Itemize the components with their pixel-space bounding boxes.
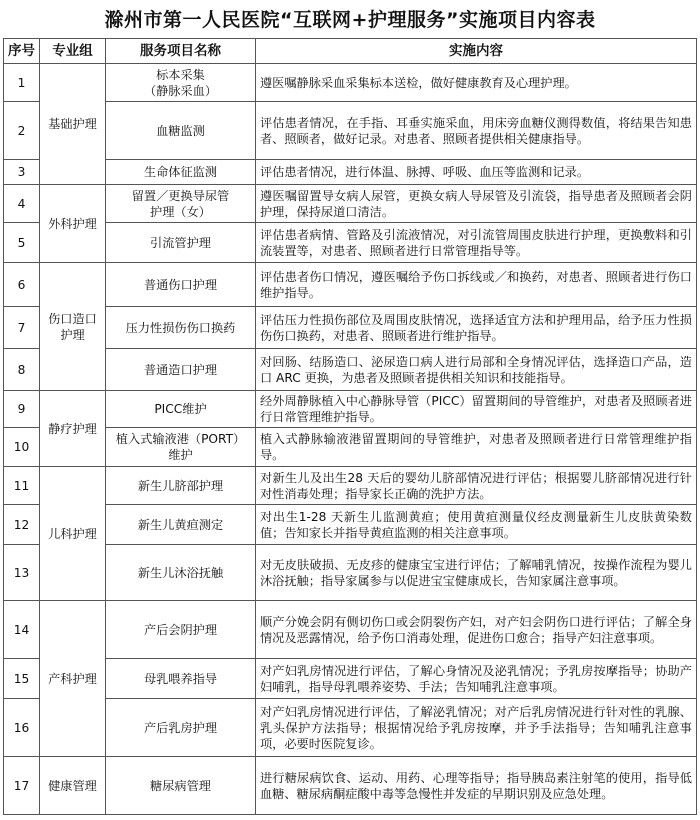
- group-cell-basic: 基础护理: [40, 64, 106, 185]
- service-content: 对出生1-28 天新生儿监测黄疸；使用黄疸测量仪经皮测量新生儿皮肤黄染数值；告知家长并指导黄疸监测的相关注意事项。: [256, 505, 697, 545]
- service-name: 新生儿沐浴抚触: [106, 545, 256, 601]
- header-no: 序号: [4, 39, 40, 64]
- table-row: [4, 699, 697, 757]
- service-content: 对无皮肤破损、无皮疹的健康宝宝进行评估；了解哺乳情况，按操作流程为婴儿沐浴抚触；指导家属参与以促进宝宝健康成长，告知家属注意事项。: [256, 545, 697, 601]
- service-name: PICC维护: [106, 391, 256, 428]
- row-no: 4: [4, 185, 40, 223]
- group-cell-wound: 伤口造口护理: [40, 263, 106, 391]
- service-name: 产后乳房护理: [106, 699, 256, 757]
- row-no: 3: [4, 160, 40, 185]
- service-name: 产后会阴护理: [106, 601, 256, 659]
- service-name: 植入式输液港（PORT） 维护: [106, 428, 256, 467]
- table-row: [4, 102, 697, 160]
- table-row: [4, 263, 697, 307]
- service-name: 血糖监测: [106, 102, 256, 160]
- service-content: 经外周静脉植入中心静脉导管（PICC）留置期间的导管维护，对患者及照顾者进行日常管理维护指导。: [256, 391, 697, 428]
- row-no: 14: [4, 601, 40, 659]
- service-name: 压力性损伤伤口换药: [106, 307, 256, 349]
- service-content: 对产妇乳房情况进行评估，了解心身情况及泌乳情况；予乳房按摩指导；协助产妇哺乳，指导母乳喂养姿势、手法；告知哺乳注意事项。: [256, 659, 697, 699]
- service-table: [3, 38, 697, 815]
- document-title: 滁州市第一人民医院“互联网+护理服务”实施项目内容表: [104, 9, 596, 31]
- table-row: [4, 601, 697, 659]
- row-no: 5: [4, 223, 40, 263]
- table-row: [4, 160, 697, 185]
- group-cell-iv: 静疗护理: [40, 391, 106, 467]
- service-content: 遵医嘱留置导女病人尿管，更换女病人导尿管及引流袋，指导患者及照顾者会阴护理，保持尿道口清洁。: [256, 185, 697, 223]
- group-cell-health: 健康管理: [40, 757, 106, 815]
- row-no: 7: [4, 307, 40, 349]
- table-row: [4, 467, 697, 505]
- service-name: 标本采集 （静脉采血）: [106, 64, 256, 102]
- table-row: [4, 391, 697, 428]
- row-no: 11: [4, 467, 40, 505]
- row-no: 12: [4, 505, 40, 545]
- service-name: 新生儿脐部护理: [106, 467, 256, 505]
- service-content: 评估压力性损伤部位及周围皮肤情况，选择适宜方法和护理用品，给予压力性损伤伤口换药，对患者、照顾者进行维护指导。: [256, 307, 697, 349]
- group-cell-obstetric: 产科护理: [40, 601, 106, 757]
- table-row: [4, 349, 697, 391]
- service-name: 糖尿病管理: [106, 757, 256, 815]
- table-row: [4, 545, 697, 601]
- service-content: 遵医嘱静脉采血采集标本送检，做好健康教育及心理护理。: [256, 64, 697, 102]
- row-no: 6: [4, 263, 40, 307]
- service-name: 留置／更换导尿管 护理（女）: [106, 185, 256, 223]
- group-cell-pediatric: 儿科护理: [40, 467, 106, 601]
- service-name: 生命体征监测: [106, 160, 256, 185]
- row-no: 2: [4, 102, 40, 160]
- row-no: 8: [4, 349, 40, 391]
- service-content: 进行糖尿病饮食、运动、用药、心理等指导；指导胰岛素注射笔的使用，指导低血糖、糖尿病酮症酸中毒等急慢性并发症的早期识别及应急处理。: [256, 757, 697, 815]
- table-row: [4, 307, 697, 349]
- service-content: 评估患者伤口情况，遵医嘱给予伤口拆线或／和换药，对患者、照顾者进行伤口维护指导。: [256, 263, 697, 307]
- service-content: 顺产分娩会阴有侧切伤口或会阴裂伤产妇，对产妇会阴伤口进行评估；了解全身情况及恶露情况，给予伤口消毒处理，促进伤口愈合；指导产妇注意事项。: [256, 601, 697, 659]
- row-no: 9: [4, 391, 40, 428]
- service-name: 新生儿黄疸测定: [106, 505, 256, 545]
- group-cell-surgery: 外科护理: [40, 185, 106, 263]
- service-content: 对产妇乳房情况进行评估，了解泌乳情况；对产后乳房情况进行针对性的乳腺、乳头保护方法指导；根据情况给予乳房按摩，并予手法指导；告知哺乳注意事项，必要时医院复诊。: [256, 699, 697, 757]
- table-row: [4, 505, 697, 545]
- service-name: 母乳喂养指导: [106, 659, 256, 699]
- row-no: 17: [4, 757, 40, 815]
- header-content: 实施内容: [256, 39, 697, 64]
- table-row: [4, 757, 697, 815]
- table-row: [4, 185, 697, 223]
- row-no: 1: [4, 64, 40, 102]
- row-no: 16: [4, 699, 40, 757]
- service-name: 引流管护理: [106, 223, 256, 263]
- table-row: [4, 659, 697, 699]
- header-group: 专业组: [40, 39, 106, 64]
- service-name: 普通造口护理: [106, 349, 256, 391]
- row-no: 10: [4, 428, 40, 467]
- service-name: 普通伤口护理: [106, 263, 256, 307]
- service-content: 对新生儿及出生28 天后的婴幼儿脐部情况进行评估；根据婴儿脐部情况进行针对性消毒处理；指导家长正确的洗护方法。: [256, 467, 697, 505]
- table-header-row: [4, 39, 697, 64]
- row-no: 13: [4, 545, 40, 601]
- row-no: 15: [4, 659, 40, 699]
- table-row: [4, 223, 697, 263]
- service-content: 评估患者情况，进行体温、脉搏、呼吸、血压等监测和记录。: [256, 160, 697, 185]
- service-content: 对回肠、结肠造口、泌尿造口病人进行局部和全身情况评估，选择造口产品，造口 ARC 更换，为患者及照顾者提供相关知识和技能指导。: [256, 349, 697, 391]
- table-row: [4, 428, 697, 467]
- header-service: 服务项目名称: [106, 39, 256, 64]
- service-content: 评估患者病情、管路及引流液情况，对引流管周围皮肤进行护理，更换敷料和引流装置等，对患者、照顾者进行日常管理指导等。: [256, 223, 697, 263]
- service-content: 评估患者情况，在手指、耳垂实施采血，用床旁血糖仪测得数值，将结果告知患者、照顾者，做好记录。对患者、照顾者提供相关健康指导。: [256, 102, 697, 160]
- service-content: 植入式静脉输液港留置期间的导管维护，对患者及照顾者进行日常管理维护指导。: [256, 428, 697, 467]
- table-row: [4, 64, 697, 102]
